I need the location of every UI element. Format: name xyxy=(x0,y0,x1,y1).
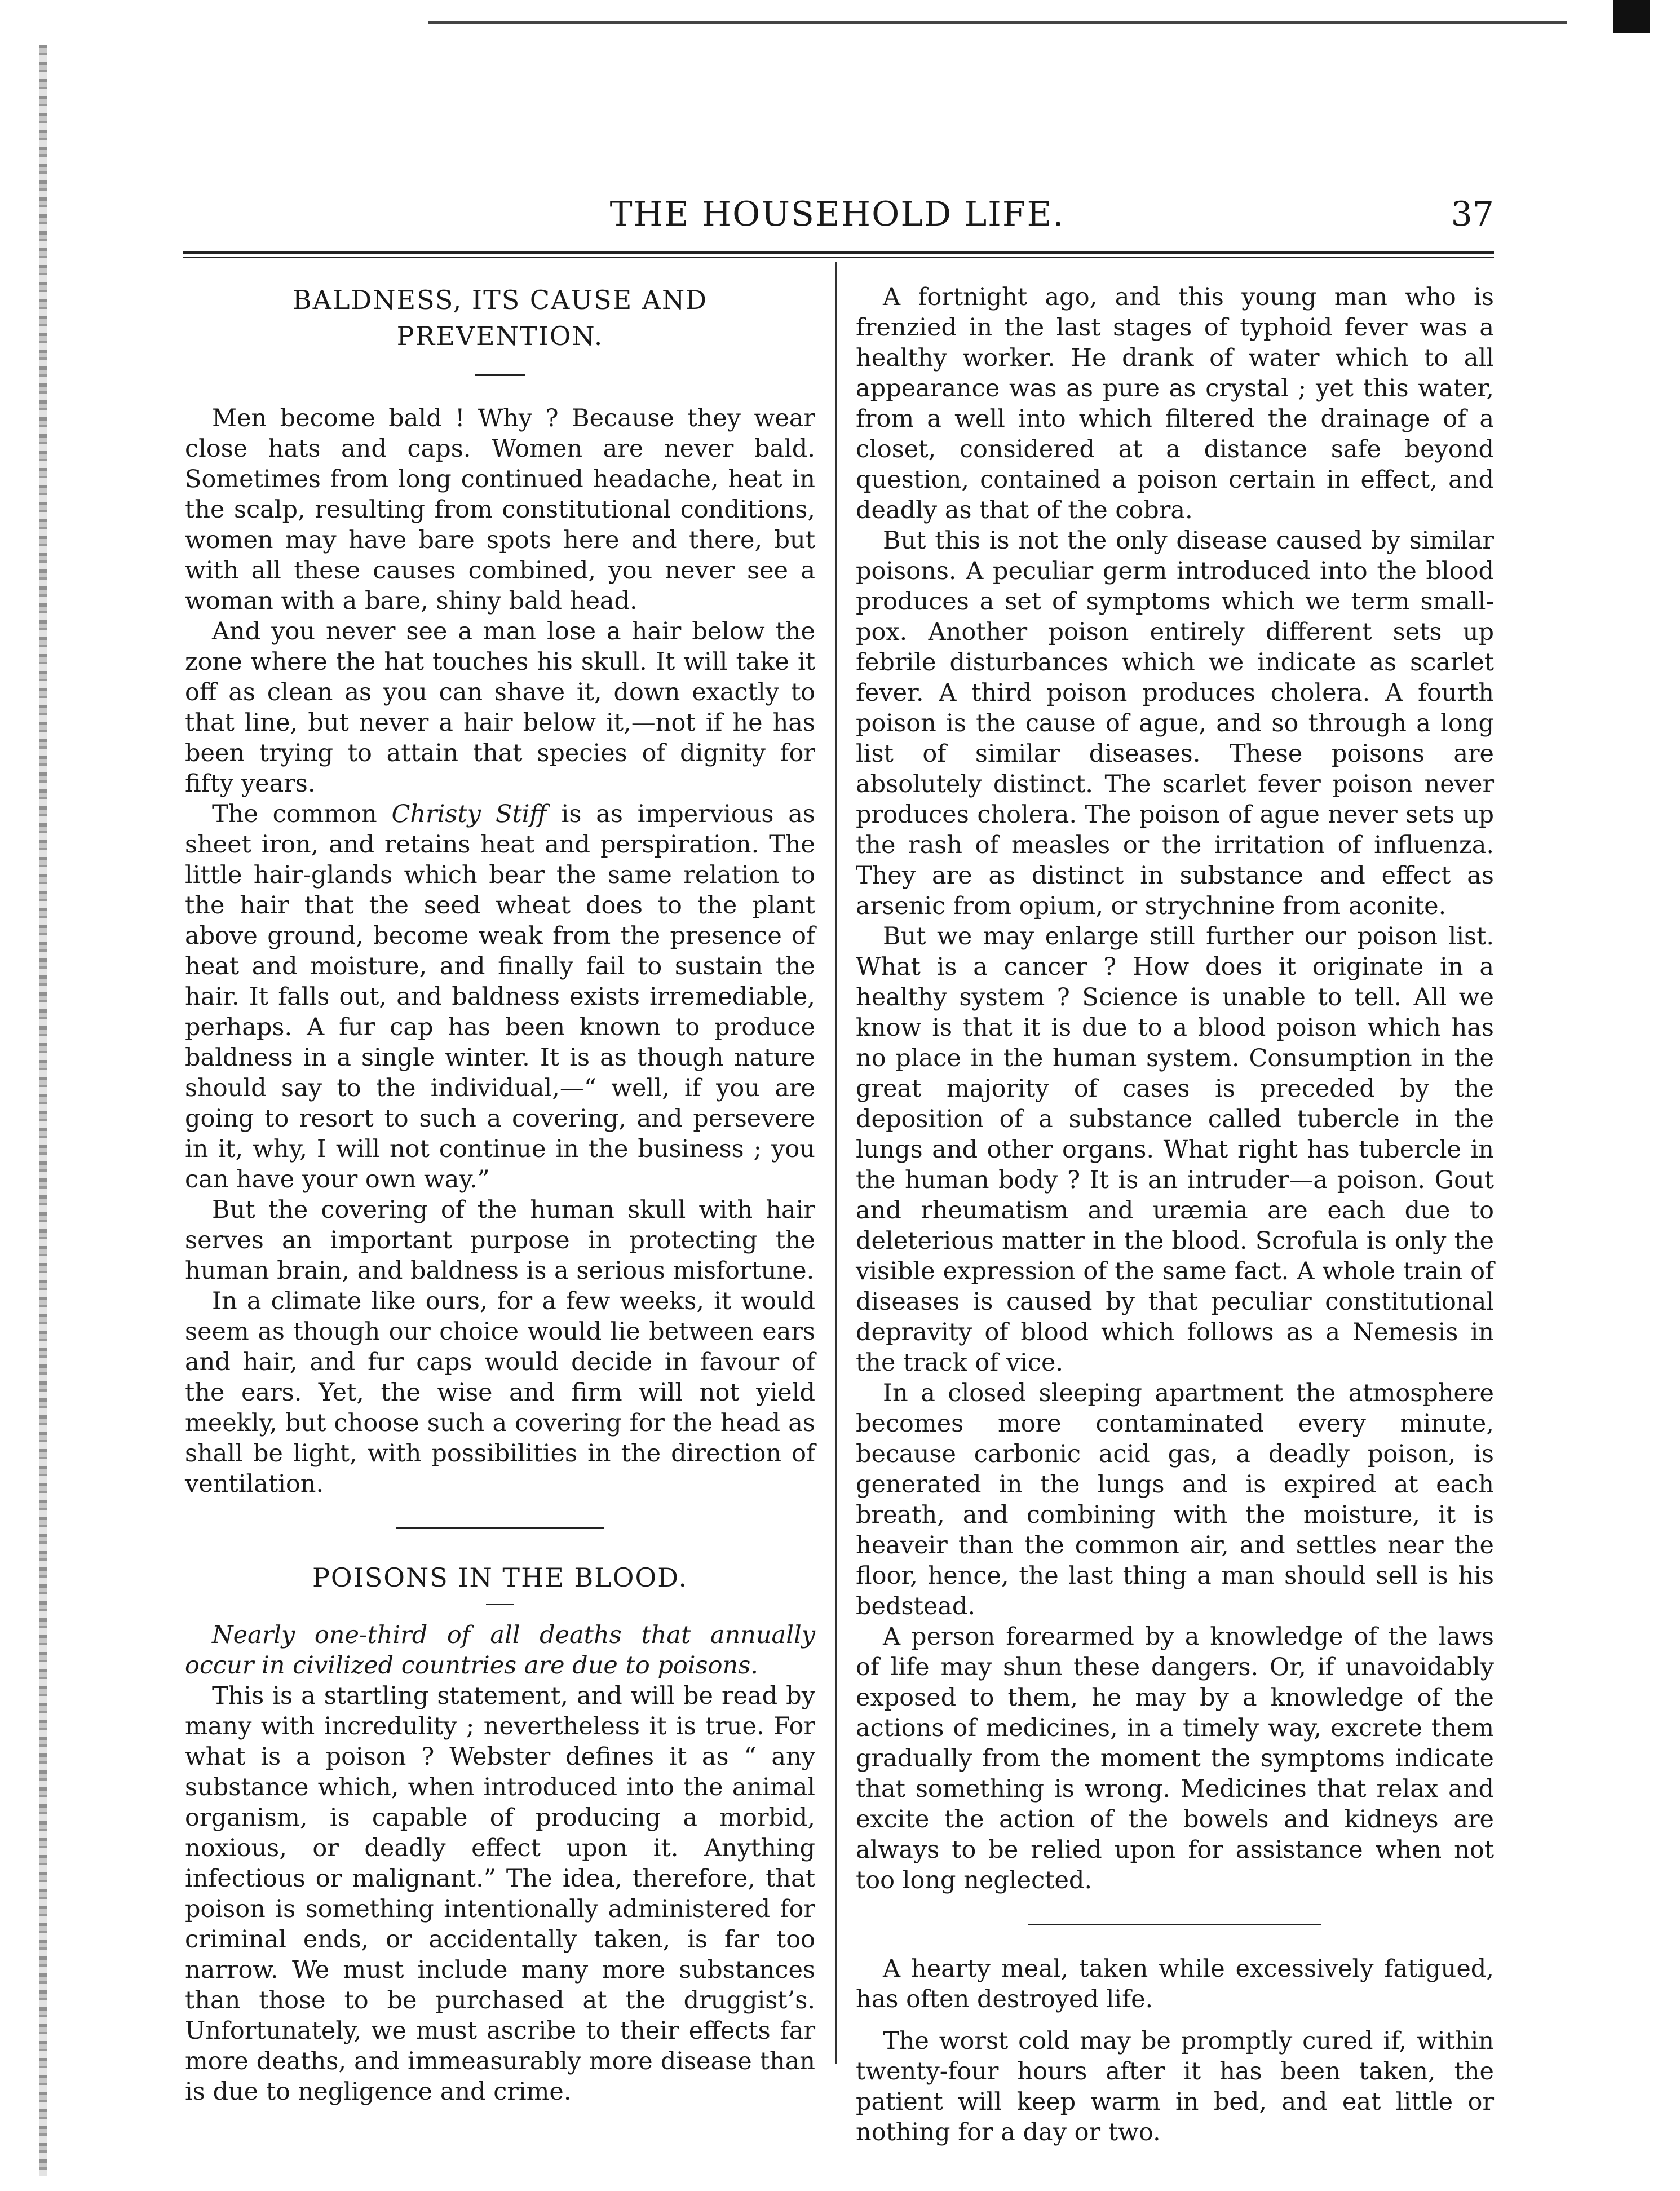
page-header xyxy=(180,195,1494,234)
note-paragraph: The worst cold may be promptly cured if, within twenty-four hours after it has been taken, the patient will keep warm in bed, and eat little or nothing for a day or two. xyxy=(856,2027,1494,2146)
paragraph: But the covering of the human skull with hair serves an important purpose in protecting the human brain, and baldness is a serious misfortune. xyxy=(185,1196,815,1285)
italic-lead: Nearly one-third of all deaths that annually occur in civilized countries are due to poisons. xyxy=(185,1621,815,1680)
paragraph: A fortnight ago, and this young man who is frenzied in the last stages of typhoid fever was a healthy worker. He drank of water which to all appearance was as pure as crystal ; yet this water, from a well into which filtered the drainage of a closet, considered at a distance safe beyond question, contained a poison certain in effect, and deadly as that of the cobra. xyxy=(856,283,1494,524)
paragraph: In a climate like ours, for a few weeks, it would seem as though our choice would lie between ears and hair, and fur caps would decide in favour of the ears. Yet, the wise and firm will not yield meekly, but choose such a covering for the head as shall be light, with possibilities in the direction of ventilation. xyxy=(185,1287,815,1498)
note-paragraph: A hearty meal, taken while excessively fatigued, has often destroyed life. xyxy=(856,1955,1494,2013)
section-rule xyxy=(396,1527,604,1531)
left-column xyxy=(185,282,815,2107)
paragraph: This is a startling statement, and will be read by many with incredulity ; nevertheless it is true. For what is a poison ? Webster defines it as “ any substance which, when introduced into the animal organism, is capable of producing a morbid, noxious, or deadly effect upon it. Anything infectious or malignant.” The idea, therefore, that poison is something intentionally administered for criminal ends, or accidentally taken, is far too narrow. We must include many more substances than those to be purchased at the druggist’s. Unfortunately, we must ascribe to their effects far more deaths, and immeasurably more disease than is due to negligence and crime. xyxy=(185,1682,815,2106)
article-title-poisons: POISONS IN THE BLOOD. xyxy=(312,1562,688,1593)
spacer xyxy=(856,2015,1494,2026)
paragraph: But this is not the only disease caused by similar poisons. A peculiar germ introduced into the blood produces a set of symptoms which we term small-pox. Another poison entirely different sets up febrile disturbances which we indicate as scarlet fever. A third poison produces cholera. A fourth poison is the cause of ague, and so through a long list of similar diseases. These poisons are absolutely distinct. The scarlet fever poison never produces cholera. The poison of ague never sets up the rash of measles or the irritation of influenza. They are as distinct in substance and effect as arsenic from opium, or strychnine from aconite. xyxy=(856,527,1494,920)
column-divider xyxy=(835,262,837,2064)
paragraph: And you never see a man lose a hair below the zone where the hat touches his skull. It will take it off as clean as you can shave it, down exactly to that line, but never a hair below it,—not if he has been trying to attain that species of dignity for fifty years. xyxy=(185,617,815,798)
paragraph: But we may enlarge still further our poison list. What is a cancer ? How does it originate in a healthy system ? Science is unable to tell. All we know is that it is due to a blood poison which has no place in the human system. Consumption in the great majority of cases is preceded by the deposition of a substance called tubercle in the lungs and other organs. What right has tubercle in the human body ? It is an intruder—a poison. Gout and rheumatism and uræmia are each due to deleterious matter in the blood. Scrofula is only the visible expression of the same fact. A whole train of diseases is caused by that peculiar constitutional depravity of blood which follows as a Nemesis in the track of vice. xyxy=(856,922,1494,1377)
running-title: THE HOUSEHOLD LIFE. xyxy=(609,195,1065,234)
paragraph xyxy=(185,799,815,1195)
section-rule xyxy=(1028,1924,1321,1925)
article-title-baldness: BALDNESS, ITS CAUSE AND PREVENTION. xyxy=(292,285,708,351)
title-rule xyxy=(486,1604,514,1605)
paragraph-text: The common xyxy=(212,800,392,828)
paragraph: A person forearmed by a knowledge of the laws of life may shun these dangers. Or, if unavoidably exposed to them, he may by a knowledge of the actions of medicines, in a timely way, excrete them gradually from the moment the symptoms indicate that something is wrong. Medicines that relax and excite the action of the bowels and kidneys are always to be relied upon for assistance when not too long neglected. xyxy=(856,1623,1494,1894)
paragraph: Men become bald ! Why ? Because they wear close hats and caps. Women are never bald. Sometimes from long continued headache, heat in the scalp, resulting from constitutional conditions, women may have bare spots here and there, but with all these causes combined, you never see a woman with a bare, shiny bald head. xyxy=(185,404,815,615)
page-number: 37 xyxy=(1451,195,1494,234)
scan-top-line xyxy=(428,21,1567,24)
title-rule xyxy=(475,374,525,376)
hat-name-italic: Christy Stiff xyxy=(391,800,547,828)
scan-corner-mark xyxy=(1613,0,1650,33)
paragraph-text: is as impervious as sheet iron, and retains heat and perspiration. The little hair-glands which bear the same relation to the hair that the seed wheat does to the plant above ground, become weak from the presence of heat and moisture, and finally fail to sustain the hair. It falls out, and baldness exists irremediable, perhaps. A fur cap has been known to produce baldness in a single winter. It is as though nature should say to the individual,—“ well, if you are going to resort to such a covering, and persevere in it, why, I will not continue in the business ; you can have your own way.” xyxy=(185,800,815,1194)
scan-binding-edge xyxy=(39,45,47,2176)
header-double-rule xyxy=(183,251,1494,258)
right-column xyxy=(856,282,1494,2148)
paragraph: In a closed sleeping apartment the atmosphere becomes more contaminated every minute, because carbonic acid gas, a deadly poison, is generated in the lungs and is expired at each breath, and combining with the moisture, it is heaveir than the common air, and settles near the floor, hence, the last thing a man should sell is his bedstead. xyxy=(856,1379,1494,1620)
